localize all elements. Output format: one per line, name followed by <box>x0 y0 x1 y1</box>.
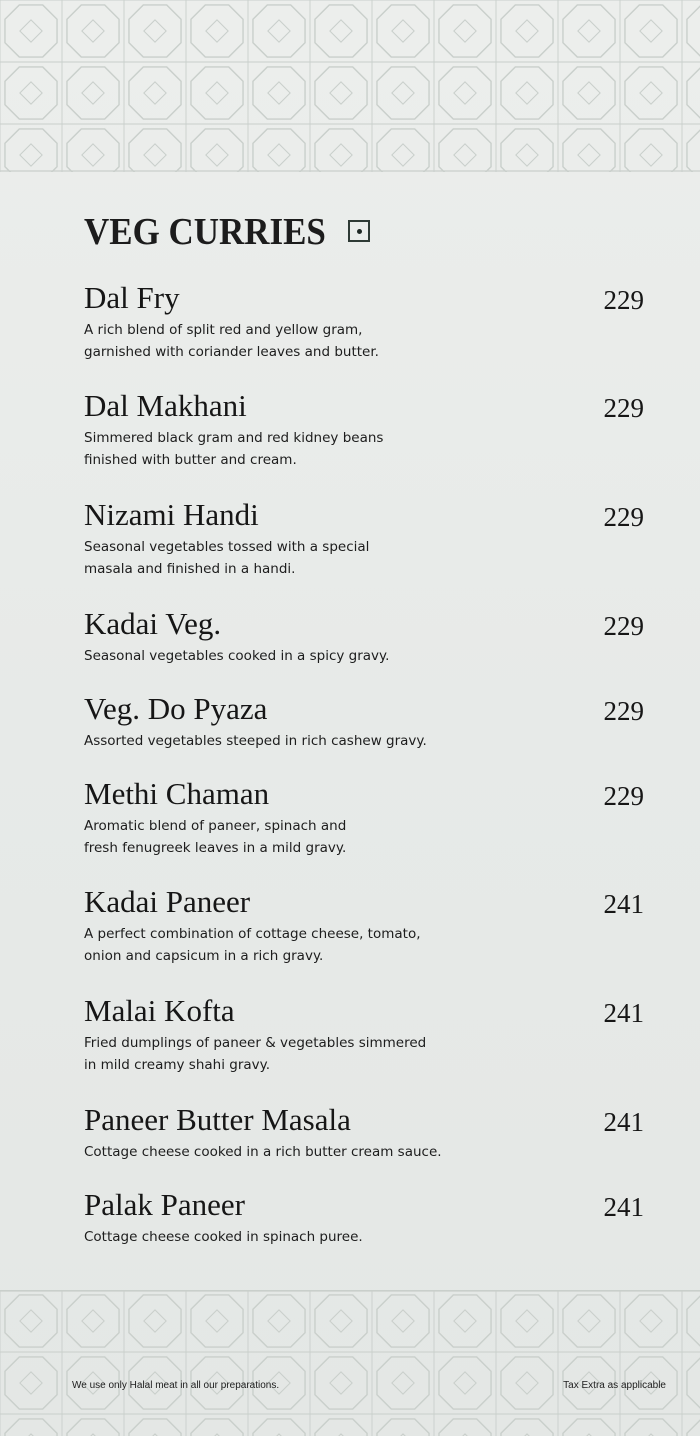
item-description <box>84 1032 504 1076</box>
item-description <box>84 319 504 363</box>
item-name: Nizami Handi <box>84 497 259 532</box>
item-description <box>84 1226 504 1248</box>
menu-item-malai-kofta <box>84 993 654 1076</box>
menu-item-kadai-veg <box>84 606 654 667</box>
item-price: 229 <box>603 611 644 641</box>
item-description <box>84 730 504 752</box>
menu-item-dal-fry <box>84 280 654 363</box>
item-price: 241 <box>603 889 644 919</box>
item-price: 229 <box>603 393 644 423</box>
tax-note: Tax Extra as applicable <box>563 1380 666 1391</box>
item-description-line: finished with butter and cream. <box>84 452 297 468</box>
veg-dot-icon <box>348 220 370 242</box>
item-name: Palak Paneer <box>84 1187 245 1222</box>
item-price: 229 <box>603 781 644 811</box>
item-price: 229 <box>603 696 644 726</box>
item-description-line: garnished with coriander leaves and butter. <box>84 344 379 360</box>
item-description-line: Seasonal vegetables cooked in a spicy gravy. <box>84 648 390 664</box>
item-description-line: Fried dumplings of paneer & vegetables simmered <box>84 1035 427 1051</box>
item-name: Methi Chaman <box>84 776 270 811</box>
item-description <box>84 536 504 580</box>
section-title: VEG CURRIES <box>84 211 326 253</box>
item-description-line: Cottage cheese cooked in spinach puree. <box>84 1229 363 1245</box>
item-description-line: Simmered black gram and red kidney beans <box>84 430 384 446</box>
item-name: Malai Kofta <box>84 993 235 1028</box>
item-description-line: Assorted vegetables steeped in rich cashew gravy. <box>84 733 427 749</box>
item-description <box>84 427 504 471</box>
item-description-line: A perfect combination of cottage cheese, tomato, <box>84 926 421 942</box>
item-name: Veg. Do Pyaza <box>84 691 268 726</box>
item-description <box>84 1141 504 1163</box>
item-name: Kadai Paneer <box>84 884 251 919</box>
item-name: Dal Fry <box>84 280 180 315</box>
decorative-pattern-bottom <box>0 1290 700 1436</box>
menu-item-kadai-paneer <box>84 884 654 967</box>
menu-item-veg-do-pyaza <box>84 691 654 752</box>
halal-note: We use only Halal meat in all our preparations. <box>72 1380 280 1391</box>
item-name: Dal Makhani <box>84 388 247 423</box>
item-description-line: onion and capsicum in a rich gravy. <box>84 948 324 964</box>
decorative-pattern-top <box>0 0 700 172</box>
item-description-line: in mild creamy shahi gravy. <box>84 1057 270 1073</box>
item-description-line: Cottage cheese cooked in a rich butter cream sauce. <box>84 1144 442 1160</box>
menu-item-methi-chaman <box>84 776 654 859</box>
menu-item-paneer-butter-masala <box>84 1102 654 1163</box>
menu-item-nizami-handi <box>84 497 654 580</box>
item-description-line: Aromatic blend of paneer, spinach and <box>84 818 347 834</box>
menu-item-palak-paneer <box>84 1187 654 1248</box>
item-description-line: masala and finished in a handi. <box>84 561 296 577</box>
item-name: Kadai Veg. <box>84 606 222 641</box>
item-price: 229 <box>603 502 644 532</box>
item-description-line: A rich blend of split red and yellow gram, <box>84 322 363 338</box>
item-price: 229 <box>603 285 644 315</box>
item-price: 241 <box>603 1107 644 1137</box>
item-description <box>84 923 504 967</box>
item-description-line: Seasonal vegetables tossed with a special <box>84 539 370 555</box>
item-price: 241 <box>603 1192 644 1222</box>
item-description-line: fresh fenugreek leaves in a mild gravy. <box>84 840 347 856</box>
item-name: Paneer Butter Masala <box>84 1102 351 1137</box>
item-price: 241 <box>603 998 644 1028</box>
item-description <box>84 645 504 667</box>
item-description <box>84 815 504 859</box>
menu-item-dal-makhani <box>84 388 654 471</box>
